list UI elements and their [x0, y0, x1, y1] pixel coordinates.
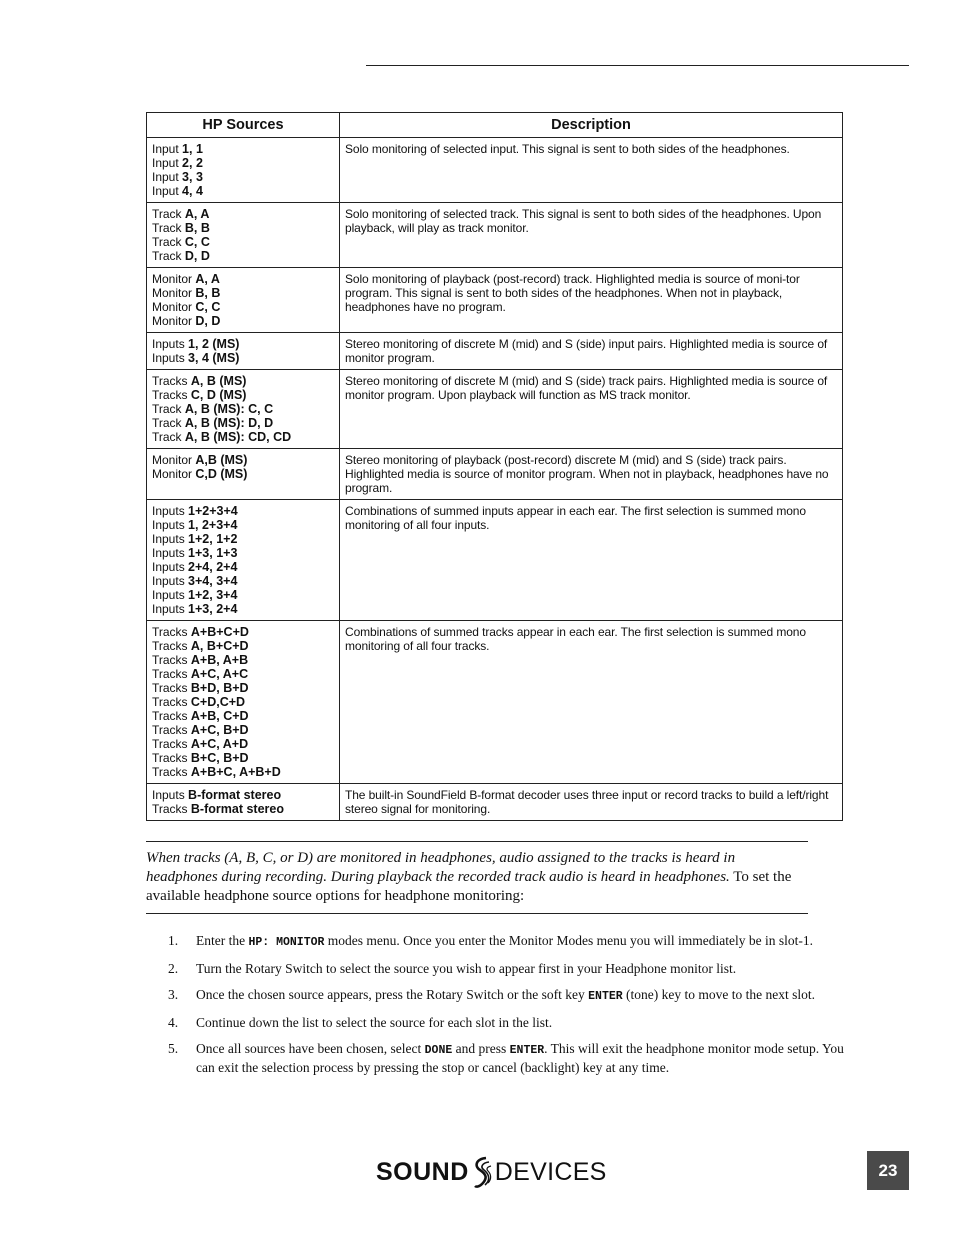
hp-source-entry	[152, 337, 333, 351]
hp-source-entry	[152, 695, 333, 709]
hp-source-value: B+C, B+D	[190, 751, 249, 765]
column-header-hp-sources: HP Sources	[147, 113, 340, 138]
hp-source-value: A+B, C+D	[190, 709, 249, 723]
hp-source-value: C, C	[184, 235, 210, 249]
hp-source-prefix: Inputs	[152, 546, 185, 560]
table-row	[147, 203, 843, 268]
hp-source-prefix: Monitor	[152, 300, 193, 314]
hp-source-prefix: Tracks	[152, 625, 188, 639]
hp-source-value: A,B (MS)	[195, 453, 248, 467]
step-item	[160, 986, 850, 1005]
logo-word-sound: SOUND	[376, 1157, 469, 1186]
hp-source-value: C,D (MS)	[195, 467, 248, 481]
hp-source-entry	[152, 802, 333, 816]
hp-source-prefix: Inputs	[152, 504, 185, 518]
step-text-part: Turn the Rotary Switch to select the source you wish to appear first in your Headphone monitor list.	[196, 961, 737, 976]
step-number: 5.	[168, 1041, 179, 1056]
hp-source-cell	[147, 500, 340, 621]
hp-source-entry	[152, 207, 333, 221]
sound-devices-logo	[376, 1154, 607, 1190]
step-number: 4.	[168, 1015, 179, 1030]
hp-source-entry	[152, 402, 333, 416]
hp-source-value: A, B (MS): D, D	[184, 416, 274, 430]
hp-source-entry	[152, 286, 333, 300]
hp-source-entry	[152, 667, 333, 681]
hp-source-prefix: Tracks	[152, 802, 188, 816]
step-number: 1.	[168, 933, 179, 948]
hp-source-entry	[152, 518, 333, 532]
hp-source-entry	[152, 374, 333, 388]
hp-source-entry	[152, 788, 333, 802]
hp-source-entry	[152, 737, 333, 751]
hp-source-entry	[152, 170, 333, 184]
step-number: 2.	[168, 961, 179, 976]
hp-source-cell	[147, 333, 340, 370]
hp-source-cell	[147, 268, 340, 333]
step-text	[196, 1015, 552, 1030]
hp-source-entry	[152, 314, 333, 328]
step-item	[160, 1040, 850, 1076]
table-row	[147, 370, 843, 449]
hp-source-entry	[152, 453, 333, 467]
hp-source-entry	[152, 532, 333, 546]
step-text-part: Continue down the list to select the source for each slot in the list.	[196, 1015, 553, 1030]
hp-source-cell	[147, 621, 340, 784]
step-text-part: and press	[452, 1041, 510, 1056]
hp-source-entry	[152, 765, 333, 779]
hp-source-value: 1+3, 2+4	[188, 602, 238, 616]
hp-source-value: A+B+C+D	[190, 625, 249, 639]
hp-source-prefix: Inputs	[152, 788, 185, 802]
step-item	[160, 932, 850, 951]
hp-source-value: A+C, A+C	[190, 667, 249, 681]
hp-source-prefix: Inputs	[152, 337, 185, 351]
hp-source-entry	[152, 681, 333, 695]
hp-source-value: A, B (MS): CD, CD	[184, 430, 292, 444]
hp-source-value: D, D	[184, 249, 210, 263]
hp-source-prefix: Tracks	[152, 653, 188, 667]
hp-source-prefix: Monitor	[152, 286, 193, 300]
hp-source-prefix: Input	[152, 184, 179, 198]
hp-source-value: A+B, A+B	[190, 653, 249, 667]
hp-source-value: A, A	[184, 207, 210, 221]
steps-list	[160, 932, 850, 1085]
step-text	[196, 961, 736, 976]
hp-source-value: 2, 2	[182, 156, 203, 170]
column-header-description: Description	[340, 113, 843, 138]
hp-sources-table	[146, 112, 843, 821]
hp-source-prefix: Tracks	[152, 388, 188, 402]
hp-source-entry	[152, 156, 333, 170]
hp-source-value: A, B (MS)	[190, 374, 247, 388]
hp-source-prefix: Track	[152, 235, 182, 249]
hp-source-entry	[152, 653, 333, 667]
hp-source-prefix: Tracks	[152, 639, 188, 653]
hp-source-prefix: Tracks	[152, 709, 188, 723]
hp-source-prefix: Inputs	[152, 560, 185, 574]
hp-source-value: B+D, B+D	[190, 681, 249, 695]
description-cell: Stereo monitoring of discrete M (mid) and S (side) input pairs. Highlighted media is source of monitor program.	[340, 333, 843, 370]
table-row	[147, 333, 843, 370]
hp-source-entry	[152, 416, 333, 430]
hp-source-prefix: Tracks	[152, 695, 188, 709]
hp-source-entry	[152, 272, 333, 286]
hp-source-value: B-format stereo	[188, 788, 282, 802]
hp-source-cell	[147, 138, 340, 203]
hp-source-prefix: Monitor	[152, 467, 193, 481]
hp-source-cell	[147, 370, 340, 449]
key-label: ENTER	[509, 1044, 545, 1057]
description-cell: Solo monitoring of playback (post-record) track. Highlighted media is source of moni-tor program. This signal is sent to both sides of the headphones. When not in playback, headphones have no program.	[340, 268, 843, 333]
step-item	[160, 960, 850, 977]
hp-source-value: 1+2, 1+2	[188, 532, 238, 546]
hp-source-entry	[152, 751, 333, 765]
step-text	[196, 1041, 844, 1075]
hp-source-entry	[152, 351, 333, 365]
hp-source-entry	[152, 588, 333, 602]
step-text-part: . This will exit the headphone monitor mode setup. You can exit the selection process by pressing the stop or cancel (backlight) key at any time.	[196, 1041, 844, 1075]
hp-source-prefix: Input	[152, 170, 179, 184]
hp-source-prefix: Track	[152, 402, 182, 416]
hp-source-value: B, B	[184, 221, 210, 235]
description-cell: Stereo monitoring of discrete M (mid) and S (side) track pairs. Highlighted media is source of monitor program. Upon playback will function as MS track monitor.	[340, 370, 843, 449]
hp-source-prefix: Inputs	[152, 518, 185, 532]
step-text-part: modes menu. Once you enter the Monitor Modes menu you will immediately be in slot-1.	[324, 933, 813, 948]
hp-source-value: 1+2, 3+4	[188, 588, 238, 602]
key-label: HP: MONITOR	[248, 936, 325, 949]
hp-source-value: B, B	[195, 286, 221, 300]
hp-source-prefix: Tracks	[152, 737, 188, 751]
step-text-part: Once all sources have been chosen, select	[196, 1041, 425, 1056]
note-bottom-rule	[146, 913, 808, 914]
hp-source-value: 1+2+3+4	[188, 504, 238, 518]
description-cell: Stereo monitoring of playback (post-record) discrete M (mid) and S (side) track pairs. Highlighted media is source of monitor program. When not in playback, headphones have no program.	[340, 449, 843, 500]
hp-source-entry	[152, 504, 333, 518]
hp-source-value: 1, 1	[182, 142, 203, 156]
hp-source-value: 1, 2 (MS)	[188, 337, 240, 351]
step-text-part: (tone) key to move to the next slot.	[622, 987, 815, 1002]
hp-source-prefix: Monitor	[152, 453, 193, 467]
hp-source-cell	[147, 449, 340, 500]
hp-source-value: 3, 3	[182, 170, 203, 184]
hp-source-prefix: Track	[152, 249, 182, 263]
hp-source-entry	[152, 560, 333, 574]
hp-source-prefix: Input	[152, 142, 179, 156]
hp-source-entry	[152, 300, 333, 314]
hp-source-value: C, C	[195, 300, 221, 314]
step-text	[196, 933, 813, 948]
note-plain-text: To set the available headphone source options for headphone monitoring:	[146, 869, 792, 904]
header-rule	[366, 65, 909, 66]
table-row	[147, 621, 843, 784]
hp-source-value: C+D,C+D	[190, 695, 246, 709]
hp-source-prefix: Inputs	[152, 588, 185, 602]
hp-source-entry	[152, 723, 333, 737]
hp-source-value: 4, 4	[182, 184, 203, 198]
hp-source-prefix: Track	[152, 416, 182, 430]
hp-source-value: A+C, A+D	[190, 737, 249, 751]
table-body	[147, 138, 843, 821]
hp-source-value: B-format stereo	[190, 802, 284, 816]
hp-source-value: A+B+C, A+B+D	[190, 765, 281, 779]
hp-source-value: 1+3, 1+3	[188, 546, 238, 560]
hp-source-value: 1, 2+3+4	[188, 518, 238, 532]
hp-source-prefix: Tracks	[152, 723, 188, 737]
description-cell: Solo monitoring of selected input. This signal is sent to both sides of the headphones.	[340, 138, 843, 203]
hp-source-cell	[147, 203, 340, 268]
hp-source-entry	[152, 142, 333, 156]
hp-source-prefix: Input	[152, 156, 179, 170]
hp-source-value: C, D (MS)	[190, 388, 247, 402]
hp-source-entry	[152, 625, 333, 639]
description-cell: The built-in SoundField B-format decoder uses three input or record tracks to build a left/right stereo signal for monitoring.	[340, 784, 843, 821]
hp-source-entry	[152, 639, 333, 653]
description-cell: Combinations of summed inputs appear in each ear. The first selection is summed mono monitoring of all four inputs.	[340, 500, 843, 621]
hp-source-entry	[152, 388, 333, 402]
step-number: 3.	[168, 987, 179, 1002]
hp-source-entry	[152, 184, 333, 198]
table-row	[147, 784, 843, 821]
note-paragraph	[146, 849, 808, 906]
hp-source-value: 3, 4 (MS)	[188, 351, 240, 365]
key-label: DONE	[424, 1044, 453, 1057]
hp-source-prefix: Track	[152, 207, 182, 221]
hp-source-prefix: Tracks	[152, 681, 188, 695]
table-row	[147, 500, 843, 621]
table-row	[147, 449, 843, 500]
hp-source-prefix: Monitor	[152, 314, 193, 328]
hp-source-entry	[152, 235, 333, 249]
hp-source-prefix: Monitor	[152, 272, 193, 286]
hp-source-value: D, D	[195, 314, 221, 328]
hp-source-value: A+C, B+D	[190, 723, 249, 737]
hp-source-entry	[152, 602, 333, 616]
hp-source-value: 3+4, 3+4	[188, 574, 238, 588]
hp-source-prefix: Inputs	[152, 351, 185, 365]
logo-word-devices: DEVICES	[494, 1157, 607, 1186]
table-header-row	[147, 113, 843, 138]
hp-source-value: 2+4, 2+4	[188, 560, 238, 574]
hp-source-value: A, A	[195, 272, 220, 286]
table-row	[147, 268, 843, 333]
description-cell: Combinations of summed tracks appear in each ear. The first selection is summed mono monitoring of all four tracks.	[340, 621, 843, 784]
hp-source-cell	[147, 784, 340, 821]
step-item	[160, 1014, 850, 1031]
note-top-rule	[146, 841, 808, 842]
note-italic-text: When tracks (A, B, C, or D) are monitored in headphones, audio assigned to the tracks is heard in headphones during recording. During playback the recorded track audio is heard in headphones.	[146, 850, 736, 885]
hp-source-prefix: Inputs	[152, 574, 185, 588]
hp-source-prefix: Inputs	[152, 602, 185, 616]
hp-source-prefix: Inputs	[152, 532, 185, 546]
logo-wave-icon	[470, 1156, 494, 1188]
hp-source-prefix: Tracks	[152, 765, 188, 779]
hp-source-value: A, B+C+D	[190, 639, 249, 653]
hp-source-prefix: Track	[152, 430, 182, 444]
key-label: ENTER	[588, 990, 623, 1003]
hp-source-entry	[152, 574, 333, 588]
hp-source-entry	[152, 467, 333, 481]
hp-source-prefix: Tracks	[152, 751, 188, 765]
hp-source-entry	[152, 221, 333, 235]
hp-source-entry	[152, 249, 333, 263]
hp-source-value: A, B (MS): C, C	[184, 402, 274, 416]
hp-source-prefix: Tracks	[152, 374, 188, 388]
hp-source-prefix: Track	[152, 221, 182, 235]
step-text-part: Once the chosen source appears, press the Rotary Switch or the soft key	[196, 987, 589, 1002]
page-number: 23	[867, 1151, 909, 1190]
hp-source-entry	[152, 546, 333, 560]
step-text-part: Enter the	[196, 933, 249, 948]
description-cell: Solo monitoring of selected track. This signal is sent to both sides of the headphones. Upon playback, will play as track monitor.	[340, 203, 843, 268]
step-text	[196, 987, 815, 1002]
hp-source-prefix: Tracks	[152, 667, 188, 681]
hp-source-entry	[152, 430, 333, 444]
hp-source-entry	[152, 709, 333, 723]
table-row	[147, 138, 843, 203]
